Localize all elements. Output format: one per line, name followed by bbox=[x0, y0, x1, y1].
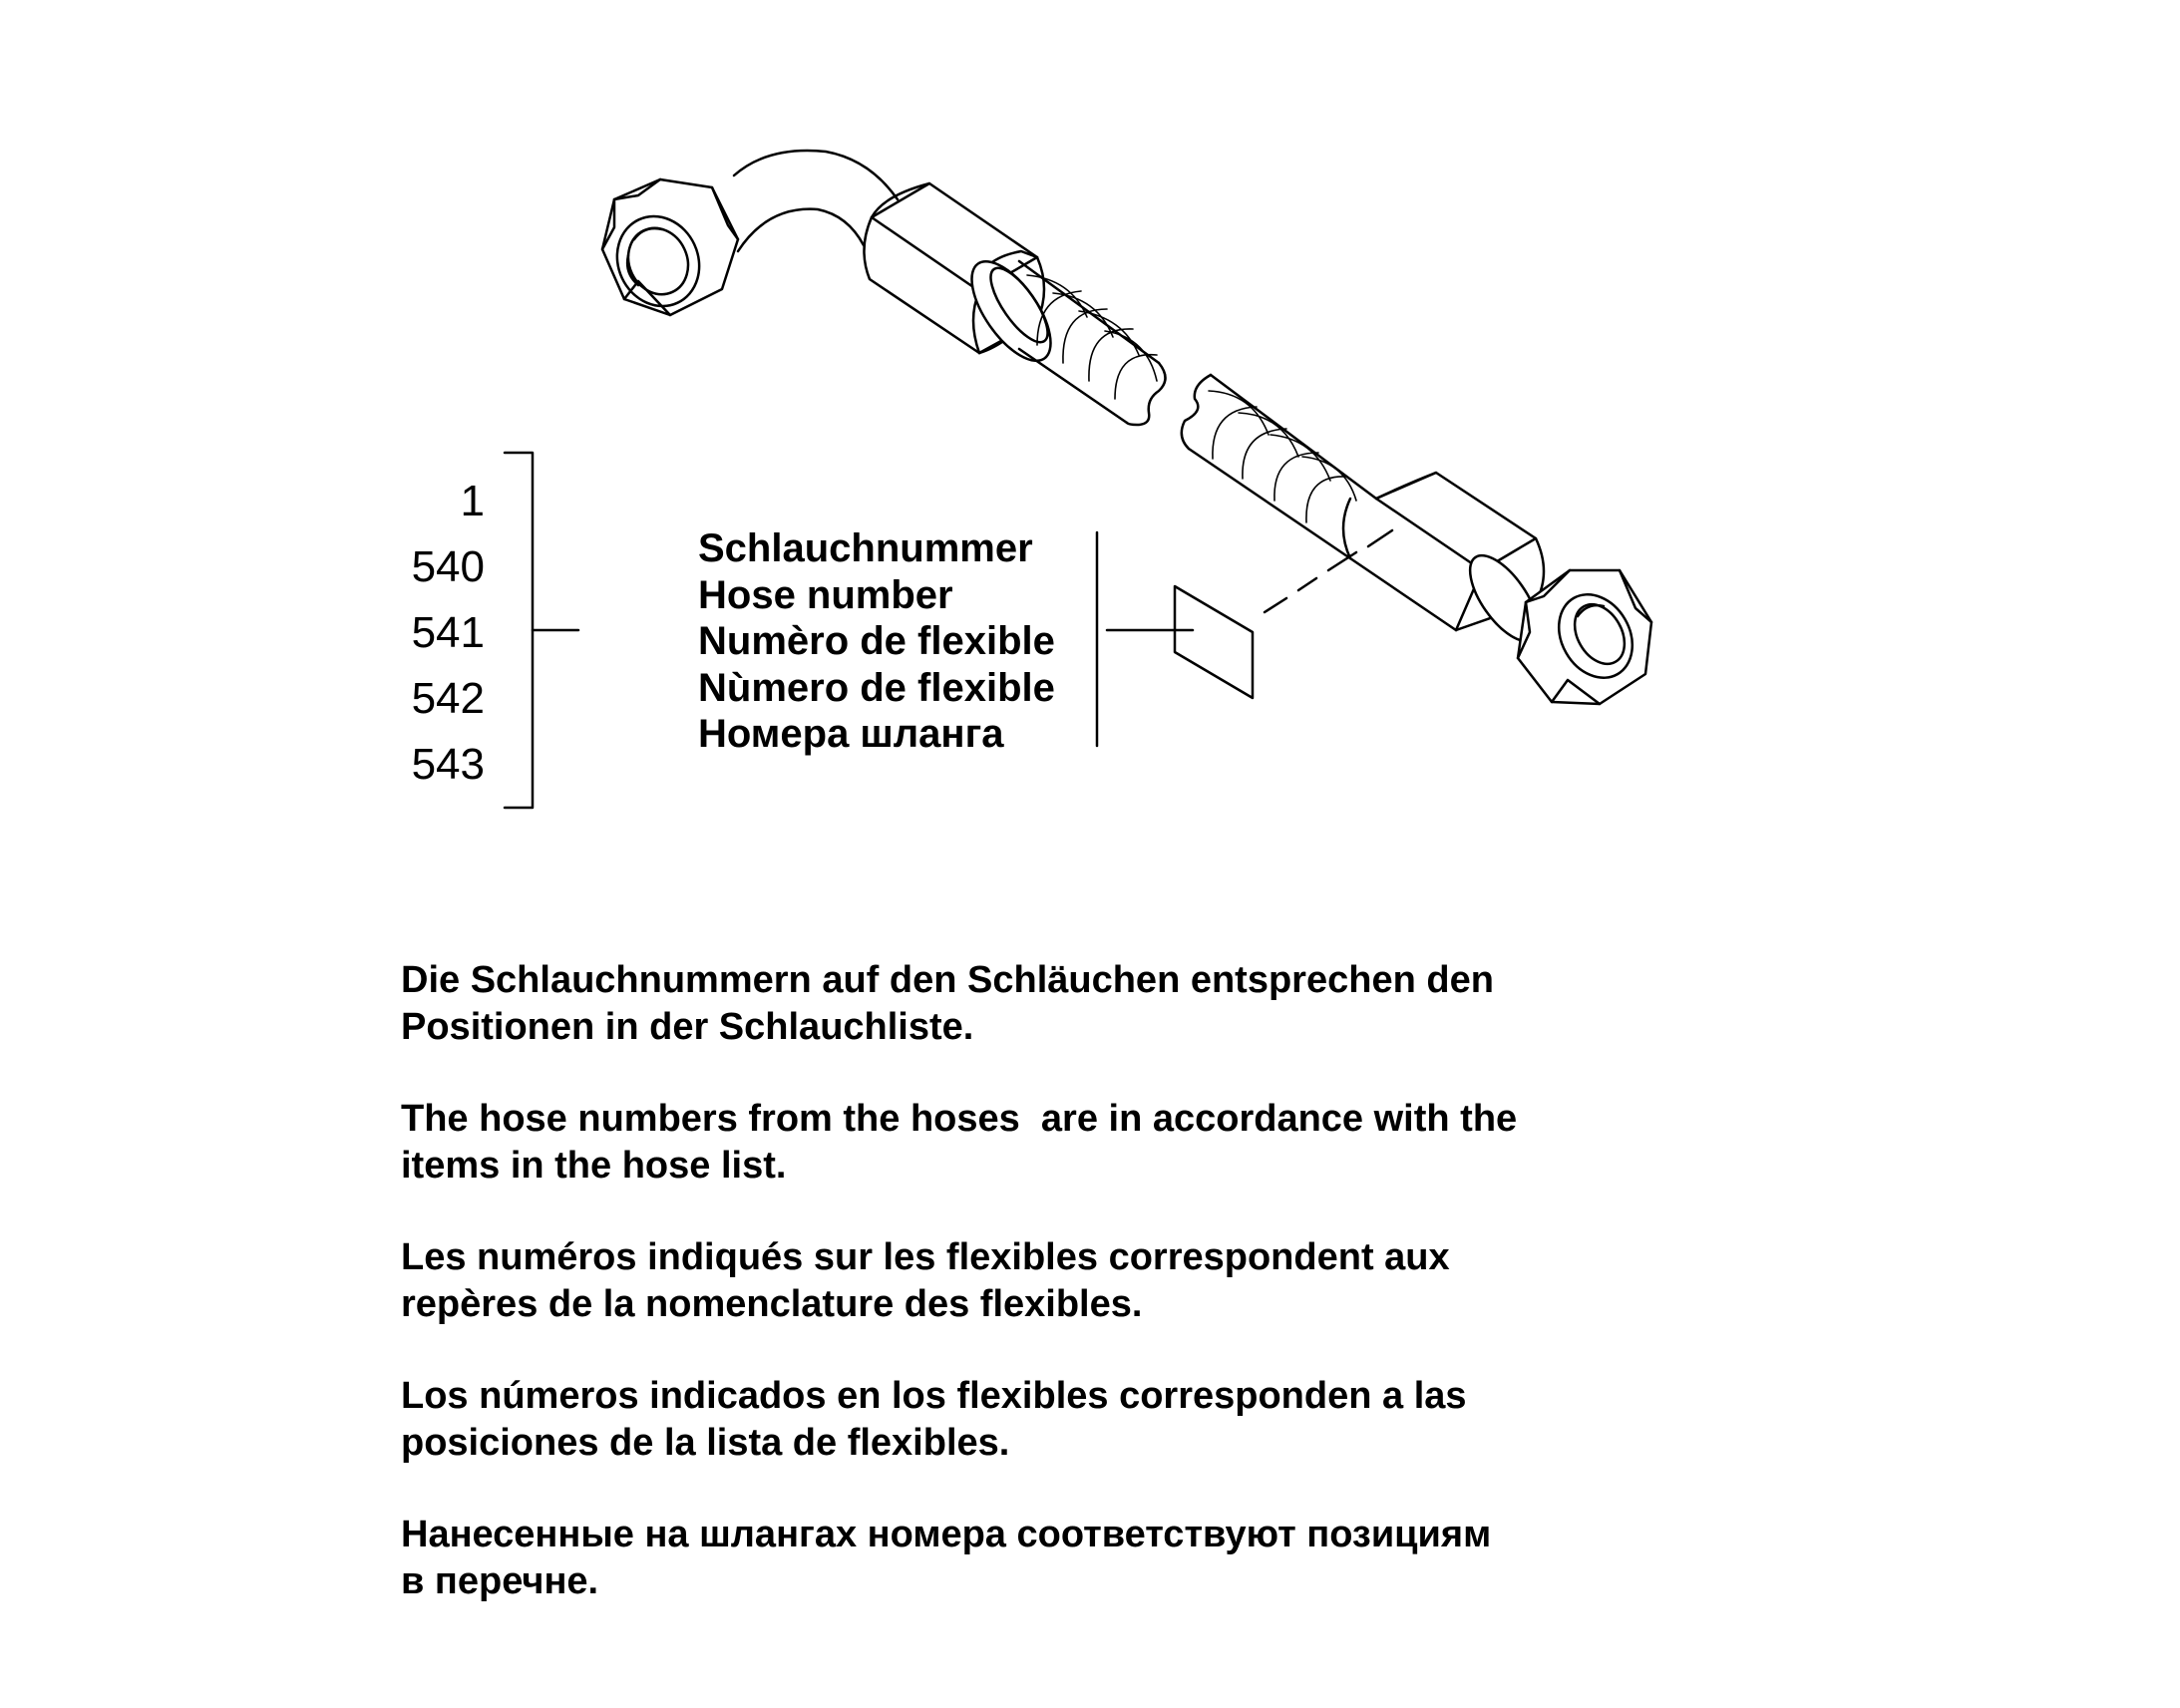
note-line: Die Schlauchnummern auf den Schläuchen entsprechen den bbox=[401, 959, 1494, 1001]
note-line: Los números indicados en los flexibles corresponden a las bbox=[401, 1375, 1467, 1417]
note-line: в перечне. bbox=[401, 1560, 599, 1602]
note-line: Нанесенные на шлангах номера соответствуют позициям bbox=[401, 1514, 1492, 1555]
position-number: 543 bbox=[411, 740, 485, 789]
position-number: 542 bbox=[411, 674, 485, 723]
hose-number-label: Schlauchnummer bbox=[698, 526, 1033, 570]
note-line: Les numéros indiqués sur les flexibles correspondent aux bbox=[401, 1236, 1450, 1278]
hose-number-label-block bbox=[698, 525, 1055, 758]
note-russian bbox=[401, 1512, 1797, 1605]
note-line: posiciones de la lista de flexibles. bbox=[401, 1422, 1010, 1464]
position-number: 1 bbox=[460, 477, 485, 525]
note-english bbox=[401, 1096, 1797, 1190]
note-line: repères de la nomenclature des flexibles. bbox=[401, 1283, 1143, 1325]
hose-number-label: Nùmero de flexible bbox=[698, 665, 1055, 710]
note-line: items in the hose list. bbox=[401, 1145, 787, 1187]
note-spanish bbox=[401, 1373, 1797, 1467]
explanatory-notes bbox=[401, 957, 1797, 1650]
hex-nut-icon bbox=[602, 179, 738, 320]
position-number: 540 bbox=[411, 542, 485, 591]
note-line: The hose numbers from the hoses are in accordance with the bbox=[401, 1098, 1518, 1140]
hose-number-label: Hose number bbox=[698, 572, 953, 617]
position-number: 541 bbox=[411, 608, 485, 657]
note-french bbox=[401, 1234, 1797, 1328]
hose-number-label: Numèro de flexible bbox=[698, 619, 1055, 663]
hex-nut-icon bbox=[1518, 570, 1651, 704]
hose-tag-icon bbox=[1175, 586, 1253, 698]
note-german bbox=[401, 957, 1797, 1051]
note-line: Positionen in der Schlauchliste. bbox=[401, 1006, 974, 1048]
hose-number-label: Номера шланга bbox=[698, 712, 1004, 756]
